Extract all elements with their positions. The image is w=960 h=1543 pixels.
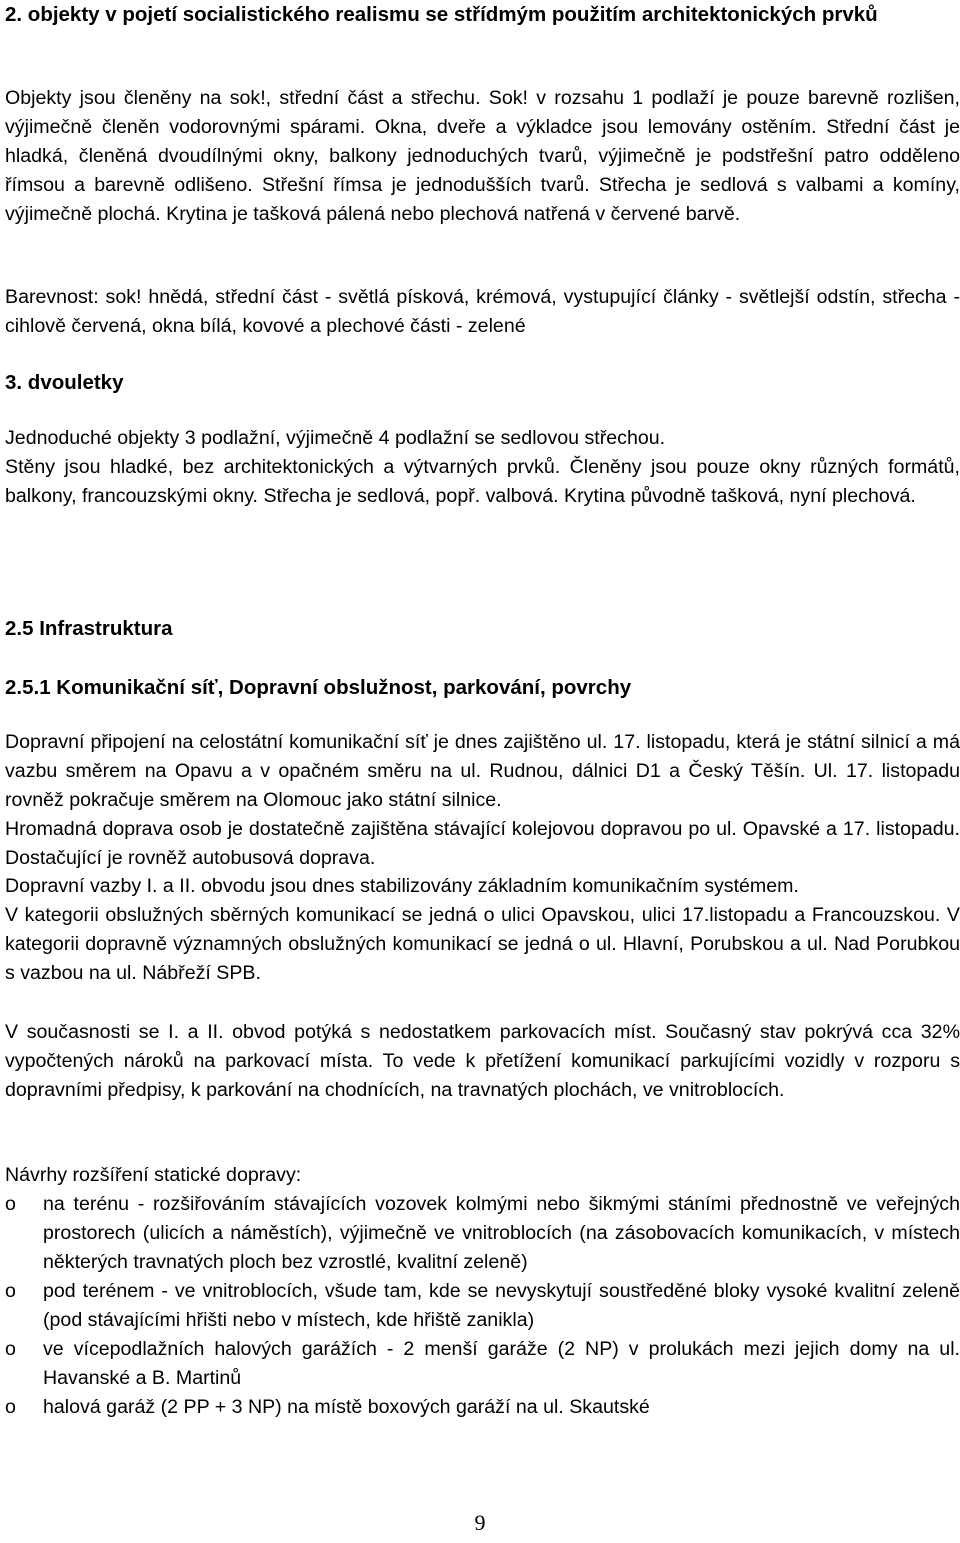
list-item (5, 1393, 960, 1422)
list-item-text: halová garáž (2 PP + 3 NP) na místě boxových garáží na ul. Skautské (43, 1396, 650, 1418)
page-number: 9 (474, 1510, 486, 1535)
section-2-color-paragraph: Barevnost: sok! hnědá, střední část - světlá písková, krémová, vystupující články - světlejší odstín, střecha - cihlově červená, okna bílá, kovové a plechové části - zelené (5, 286, 960, 337)
list-item (5, 1335, 960, 1393)
proposals-title: Návrhy rozšíření statické dopravy: (5, 1164, 302, 1186)
list-item-text: pod terénem - ve vnitroblocích, všude tam, kde se nevyskytují soustředěné bloky vysoké kvalitní zeleně (pod stávajícími hřišti nebo v místech, kde hřiště zanikla) (43, 1280, 960, 1331)
section-2-5-1-heading: 2.5.1 Komunikační síť, Dopravní obslužnost, parkování, povrchy (5, 676, 632, 699)
list-item (5, 1277, 960, 1335)
list-item-text: na terénu - rozšiřováním stávajících vozovek kolmými nebo šikmými stáními přednostně ve veřejných prostorech (ulicích a náměstích), výjimečně ve vnitroblocích (na zásobovacích komunikacích, v místech některých travnatých ploch bez vzrostlé, kvalitní zeleně) (43, 1193, 960, 1273)
bullet-marker: o (5, 1280, 16, 1302)
transport-paragraph-1: Dopravní připojení na celostátní komunikační síť je dnes zajištěno ul. 17. listopadu, která je státní silnicí a má vazbu směrem na Opavu a v opačném směru na ul. Rudnou, dálnici D1 a Český Těšín. Ul. 17. listopadu rovněž pokračuje směrem na Olomouc jako státní silnice. (5, 731, 960, 811)
proposals-list (5, 1190, 960, 1422)
section-2-paragraph: Objekty jsou členěny na sok!, střední část a střechu. Sok! v rozsahu 1 podlaží je pouze barevně rozlišen, výjimečně členěn vodorovnými spárami. Okna, dveře a výkladce jsou lemovány ostěním. Střední část je hladká, členěná dvoudílnými okny, balkony jednoduchých tvarů, výjimečně je podstřešní patro odděleno římsou a barevně odlišeno. Střešní římsa je jednodušších tvarů. Střecha je sedlová s valbami a komíny, výjimečně plochá. Krytina je tašková pálená nebo plechová natřená v červené barvě. (5, 87, 960, 225)
bullet-marker: o (5, 1338, 16, 1360)
section-3-heading: 3. dvouletky (5, 371, 124, 394)
parking-paragraph: V současnosti se I. a II. obvod potýká s nedostatkem parkovacích míst. Současný stav pokrývá cca 32% vypočtených nároků na parkovací místa. To vede k přetížení komunikací parkujícími vozidly v rozporu s dopravními předpisy, k parkování na chodnících, na travnatých plochách, ve vnitroblocích. (5, 1021, 960, 1101)
transport-paragraph-4: V kategorii obslužných sběrných komunikací se jedná o ulici Opavskou, ulici 17.listopadu a Francouzskou. V kategorii dopravně významných obslužných komunikací se jedná o ul. Hlavní, Porubskou a ul. Nad Porubkou s vazbou na ul. Nábřeží SPB. (5, 904, 960, 984)
transport-paragraph-3: Dopravní vazby I. a II. obvodu jsou dnes stabilizovány základním komunikačním systémem. (5, 875, 799, 897)
transport-paragraph-2: Hromadná doprava osob je dostatečně zajištěna stávající kolejovou dopravou po ul. Opavské a 17. listopadu. Dostačující je rovněž autobusová doprava. (5, 818, 960, 869)
bullet-marker: o (5, 1193, 16, 1215)
list-item-text: ve vícepodlažních halových garážích - 2 menší garáže (2 NP) v prolukách mezi jejich domy na ul. Havanské a B. Martinů (43, 1338, 960, 1389)
list-item (5, 1190, 960, 1277)
section-3-line: Jednoduché objekty 3 podlažní, výjimečně 4 podlažní se sedlovou střechou. (5, 427, 666, 449)
section-2-5-heading: 2.5 Infrastruktura (5, 617, 173, 640)
bullet-marker: o (5, 1396, 16, 1418)
section-2-heading: 2. objekty v pojetí socialistického realismu se střídmým použitím architektonických prvků (5, 3, 878, 26)
section-3-paragraph: Stěny jsou hladké, bez architektonických a výtvarných prvků. Členěny jsou pouze okny různých formátů, balkony, francouzskými okny. Střecha je sedlová, popř. valbová. Krytina původně tašková, nyní plechová. (5, 456, 960, 507)
